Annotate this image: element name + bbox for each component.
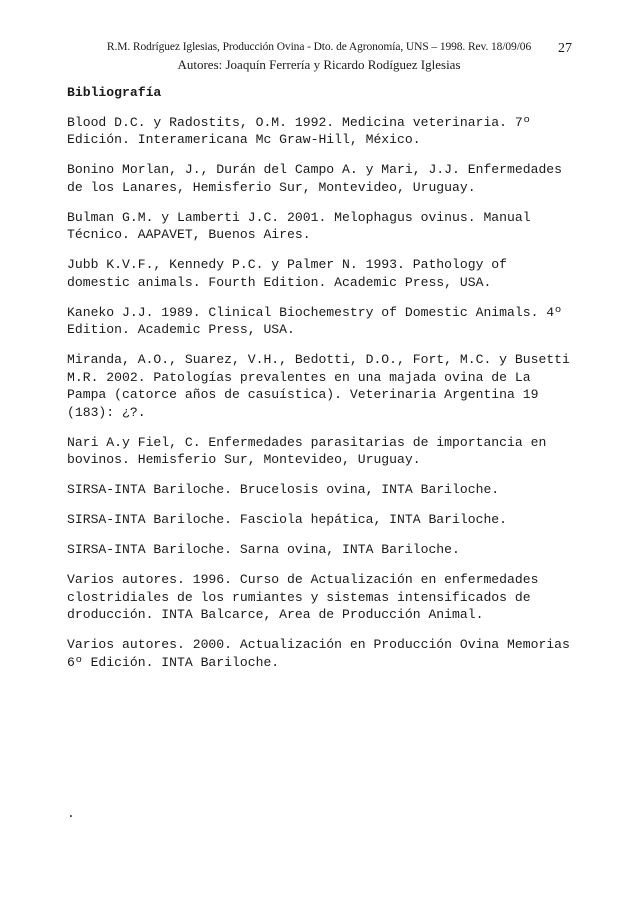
reference-entry: Nari A.y Fiel, C. Enfermedades parasitarias de importancia en bovinos. Hemisferio Sur, Montevideo, Uruguay. <box>67 434 547 467</box>
bibliography-section <box>67 84 577 684</box>
running-header: R.M. Rodríguez Iglesias, Producción Ovina - Dto. de Agronomía, UNS – 1998. Rev. 18/09/06 <box>106 41 532 53</box>
reference-entry: Jubb K.V.F., Kennedy P.C. y Palmer N. 1993. Pathology of domestic animals. Fourth Edition. Academic Press, USA. <box>67 257 508 290</box>
section-title: Bibliografía <box>67 85 162 100</box>
reference-entry: Bulman G.M. y Lamberti J.C. 2001. Melophagus ovinus. Manual Técnico. AAPAVET, Buenos Aires. <box>67 209 531 242</box>
reference-entry: Miranda, A.O., Suarez, V.H., Bedotti, D.O., Fort, M.C. y Busetti M.R. 2002. Patologías prevalentes en una majada ovina de La Pampa (catorce años de casuística). Veterinaria Argentina 19 (183): ¿?. <box>67 352 570 420</box>
page-number: 27 <box>558 41 572 56</box>
reference-entry: Varios autores. 1996. Curso de Actualización en enfermedades clostridiales de los rumiantes y sistemas intensificados de droducción. INTA Balcarce, Area de Producción Animal. <box>67 572 539 622</box>
footer-mark: . <box>67 806 75 821</box>
authors-line: Autores: Joaquín Ferrería y Ricardo Rodíguez Iglesias <box>177 57 461 72</box>
reference-entry: SIRSA-INTA Bariloche. Fasciola hepática, INTA Bariloche. <box>67 512 508 527</box>
reference-entry: SIRSA-INTA Bariloche. Brucelosis ovina, INTA Bariloche. <box>67 482 500 497</box>
reference-entry: Bonino Morlan, J., Durán del Campo A. y Mari, J.J. Enfermedades de los Lanares, Hemisferio Sur, Montevideo, Uruguay. <box>67 162 563 195</box>
reference-entry: Blood D.C. y Radostits, O.M. 1992. Medicina veterinaria. 7º Edición. Interamericana Mc Graw-Hill, México. <box>67 114 531 147</box>
reference-entry: SIRSA-INTA Bariloche. Sarna ovina, INTA Bariloche. <box>67 542 460 557</box>
reference-entry: Kaneko J.J. 1989. Clinical Biochemestry of Domestic Animals. 4º Edition. Academic Press, USA. <box>67 304 563 337</box>
reference-entry: Varios autores. 2000. Actualización en Producción Ovina Memorias 6º Edición. INTA Bariloche. <box>67 637 570 670</box>
